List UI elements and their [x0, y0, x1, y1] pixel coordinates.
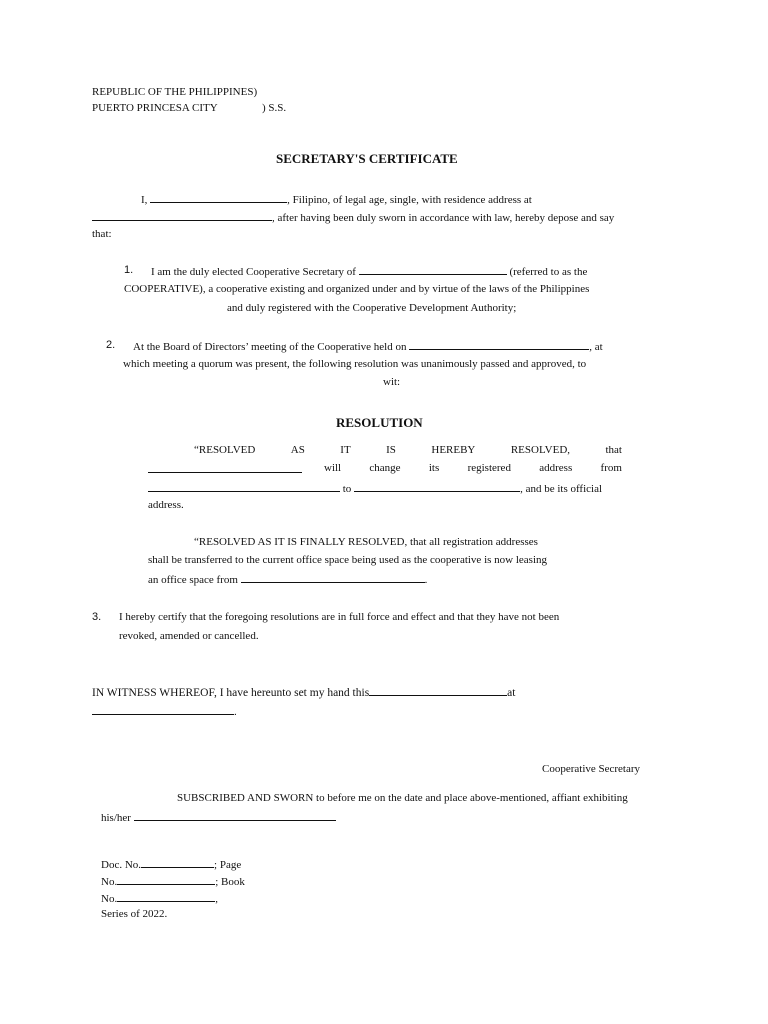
page-no-blank[interactable]: [117, 874, 215, 885]
intro-text-2: , after having been duly sworn in accordance with law, hereby depose and say: [272, 212, 615, 224]
item2-line-2: which meeting a quorum was present, the following resolution was unanimously passed and approved, to: [123, 358, 587, 370]
book-no-blank[interactable]: [117, 891, 215, 902]
signature-label: Cooperative Secretary: [542, 763, 641, 775]
resolution1-line-4: address.: [148, 499, 184, 511]
resolution2-text: an office space from: [148, 574, 238, 586]
doc-no-blank[interactable]: [141, 857, 214, 868]
resolution2-line-1: “RESOLVED AS IT IS FINALLY RESOLVED, that all registration addresses: [194, 536, 538, 548]
resolution1-word: AS: [290, 444, 305, 456]
subscribed-line-2: [101, 810, 336, 824]
resolution1-to: to: [342, 483, 352, 495]
resolution1-word: address: [539, 462, 573, 474]
document-title: SECRETARY'S CERTIFICATE: [276, 151, 458, 166]
subscribed-his-her: his/her: [101, 812, 131, 824]
item2-text-b: , at: [589, 341, 603, 353]
lessor-blank[interactable]: [241, 572, 425, 583]
intro-line-2: [92, 210, 614, 224]
item3-number: 3.: [92, 611, 102, 623]
identification-blank[interactable]: [134, 810, 336, 821]
resolution1-word: its: [428, 462, 440, 474]
meeting-date-blank[interactable]: [409, 339, 589, 350]
resolution1-line-1: [194, 444, 622, 456]
notary-doc-line: [101, 857, 241, 871]
item1-text-a: I am the duly elected Cooperative Secretary of: [151, 266, 356, 278]
witness-date-blank[interactable]: [369, 685, 507, 696]
witness-place-blank[interactable]: [92, 704, 234, 715]
item3-line-1: I hereby certify that the foregoing resolutions are in full force and effect and that they have not been: [119, 611, 560, 623]
intro-line-1: [141, 192, 532, 206]
cooperative-blank-2[interactable]: [148, 462, 302, 473]
notary-no-book-line: [101, 874, 245, 888]
venue-line-republic: REPUBLIC OF THE PHILIPPINES): [92, 86, 258, 98]
item2-number: 2.: [106, 339, 116, 351]
item1-line-3: and duly registered with the Cooperative Development Authority;: [227, 302, 517, 314]
notary-series: Series of 2022.: [101, 908, 168, 920]
resolution1-word: that: [605, 444, 622, 456]
witness-end: .: [234, 706, 237, 718]
notary-book-label: ; Book: [215, 876, 245, 888]
item3-line-2: revoked, amended or cancelled.: [119, 630, 259, 642]
item2-line-3: wit:: [383, 376, 401, 388]
item1-text-b: (referred to as the: [509, 266, 588, 278]
resolution2-end: .: [424, 574, 428, 586]
venue-ss: ) S.S.: [262, 102, 287, 114]
item1-line-1: [151, 264, 587, 278]
resolution2-line-2: shall be transferred to the current office space being used as the cooperative is now leasing: [148, 554, 548, 566]
notary-page-label: ; Page: [214, 859, 242, 871]
resolution1-line-3: [148, 481, 602, 495]
intro-text-1: , Filipino, of legal age, single, with residence address at: [287, 194, 532, 206]
intro-i: I,: [141, 194, 148, 206]
resolution1-line-2: [324, 462, 622, 474]
old-address-blank[interactable]: [148, 481, 340, 492]
notary-doc-label: Doc. No.: [101, 859, 142, 871]
item1-number: 1.: [124, 264, 134, 276]
resolution1-word: IS: [386, 444, 396, 456]
resolution1-line-2-blank: [148, 462, 302, 476]
item2-text-a: At the Board of Directors’ meeting of the Cooperative held on: [133, 341, 407, 353]
resolution1-official: , and be its official: [520, 483, 603, 495]
resolution1-word: HEREBY: [431, 444, 476, 456]
resolution1-word: “RESOLVED: [194, 444, 256, 456]
new-address-blank[interactable]: [354, 481, 520, 492]
resolution1-word: change: [369, 462, 401, 474]
witness-at: at: [507, 687, 516, 699]
residence-address-blank[interactable]: [92, 210, 272, 221]
cooperative-name-blank[interactable]: [359, 264, 507, 275]
venue-line-city: PUERTO PRINCESA CITY: [92, 102, 218, 114]
notary-no-line: [101, 891, 218, 905]
witness-line-2: [92, 704, 237, 718]
resolution1-word: registered: [467, 462, 511, 474]
resolution-heading: RESOLUTION: [336, 415, 423, 430]
notary-comma: ,: [215, 893, 218, 905]
intro-text-3: that:: [92, 228, 112, 240]
resolution2-line-3: [148, 572, 427, 586]
resolution1-word: from: [600, 462, 622, 474]
resolution1-word: will: [324, 462, 342, 474]
resolution1-word: IT: [340, 444, 351, 456]
witness-line-1: [92, 685, 515, 699]
notary-no-label-2: No.: [101, 893, 118, 905]
item2-line-1: [133, 339, 603, 353]
name-blank[interactable]: [150, 192, 287, 203]
resolution1-word: RESOLVED,: [510, 444, 571, 456]
item1-line-2: COOPERATIVE), a cooperative existing and organized under and by virtue of the laws of the Philippines: [124, 283, 590, 295]
witness-text: IN WITNESS WHEREOF, I have hereunto set my hand this: [92, 687, 370, 699]
subscribed-line-1: SUBSCRIBED AND SWORN to before me on the date and place above-mentioned, affiant exhibiting: [177, 792, 628, 804]
notary-no-label: No.: [101, 876, 118, 888]
